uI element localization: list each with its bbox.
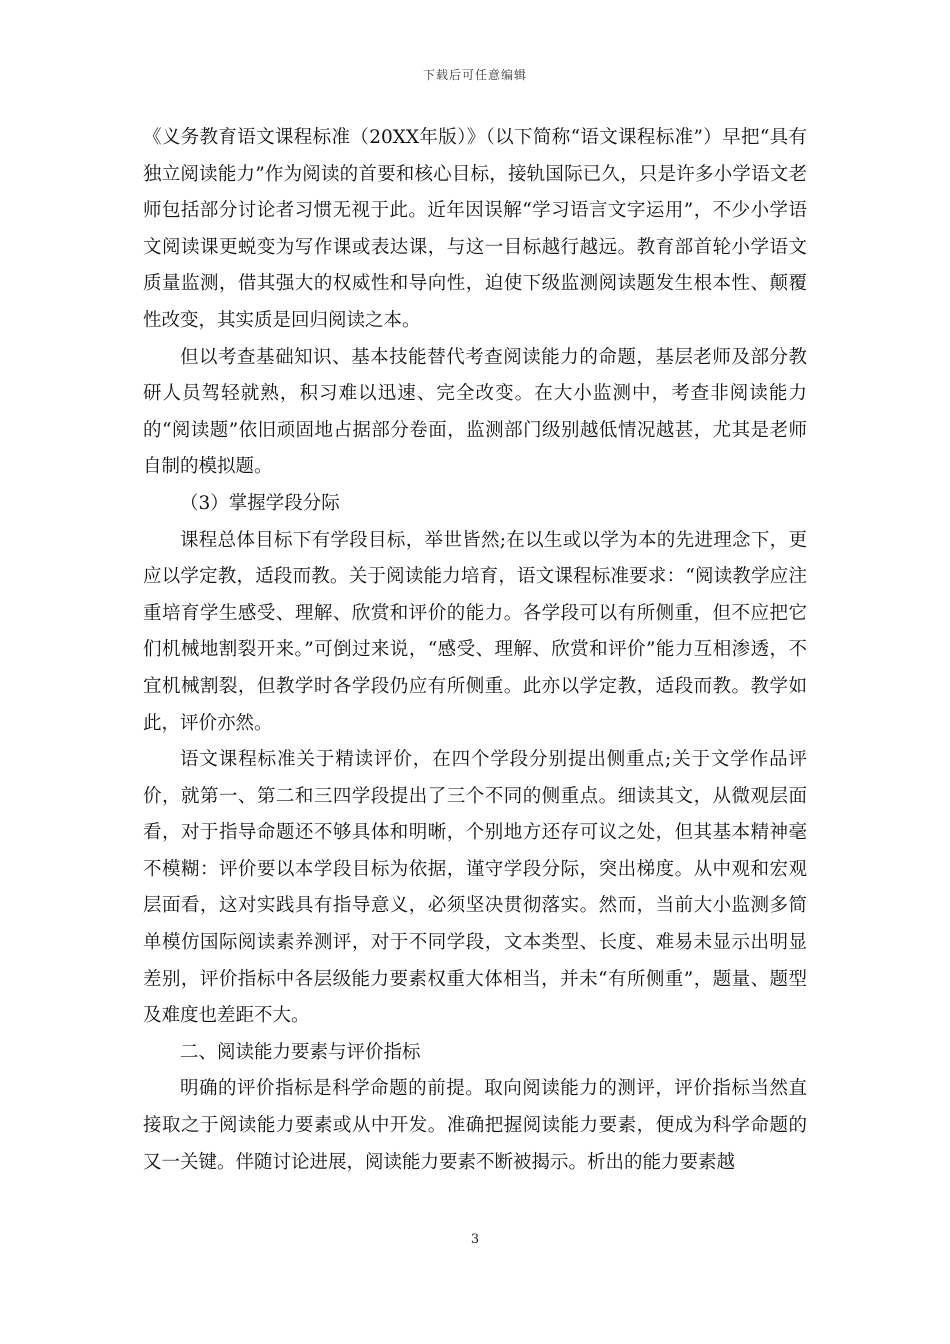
page-header: 下载后可任意编辑	[422, 68, 527, 82]
paragraph-standards-evaluation: 语文课程标准关于精读评价，在四个学段分别提出侧重点;关于文学作品评价，就第一、第二和三四学段提出了三个不同的侧重点。细读其文，从微观层面看，对于指导命题还不够具体和明晰，个别地方还存可议之处，但其基本精神毫不模糊：评价要以本学段目标为依据，谨守学段分际，突出梯度。从中观和宏观层面看，这对实践具有指导意义，必须坚决贯彻落实。然而，当前大小监测多简单模仿国际阅读素养测评，对于不同学段，文本类型、长度、难易未显示出明显差别，评价指标中各层级能力要素权重大体相当，并未“有所侧重”，题量、题型及难度也差距不大。	[143, 749, 807, 1027]
paragraph-curriculum-goals: 课程总体目标下有学段目标，举世皆然;在以生或以学为本的先进理念下，更应以学定教，适段而教。关于阅读能力培育，语文课程标准要求：“阅读教学应注重培育学生感受、理解、欣赏和评价的能力。各学段可以有所侧重，但不应把它们机械地割裂开来。”可倒过来说，“感受、理解、欣赏和评价”能力互相渗透，不宜机械割裂，但教学时各学段仍应有所侧重。此亦以学定教，适段而教。教学如此，评价亦然。	[143, 529, 807, 734]
paragraph-evaluation-indicators: 明确的评价指标是科学命题的前提。取向阅读能力的测评，评价指标当然直接取之于阅读能力要素或从中开发。准确把握阅读能力要素，便成为科学命题的又一关键。伴随讨论进展，阅读能力要素不断被揭示。析出的能力要素越	[143, 1078, 807, 1173]
page-number: 3	[470, 1232, 480, 1247]
paragraph-intro: 《义务教育语文课程标准（20XX年版）》（以下简称“语文课程标准”）早把“具有独立阅读能力”作为阅读的首要和核心目标，接轨国际已久，只是许多小学语文老师包括部分讨论者习惯无视于此。近年因误解“学习语言文字运用”，不少小学语文阅读课更蜕变为写作课或表达课，与这一目标越行越远。教育部首轮小学语文质量监测，借其强大的权威性和导向性，迫使下级监测阅读题发生根本性、颠覆性改变，其实质是回归阅读之本。	[143, 127, 807, 331]
section-heading-grade-boundaries: （3）掌握学段分际	[180, 492, 340, 514]
section-heading-reading-elements: 二、阅读能力要素与评价指标	[180, 1041, 421, 1063]
paragraph-basic-skills: 但以考查基础知识、基本技能替代考查阅读能力的命题，基层老师及部分教研人员驾轻就熟，积习难以迅速、完全改变。在大小监测中，考查非阅读能力的“阅读题”依旧顽固地占据部分卷面，监测部门级别越低情况越甚，尤其是老师自制的模拟题。	[143, 346, 807, 478]
document-body	[143, 120, 807, 1181]
